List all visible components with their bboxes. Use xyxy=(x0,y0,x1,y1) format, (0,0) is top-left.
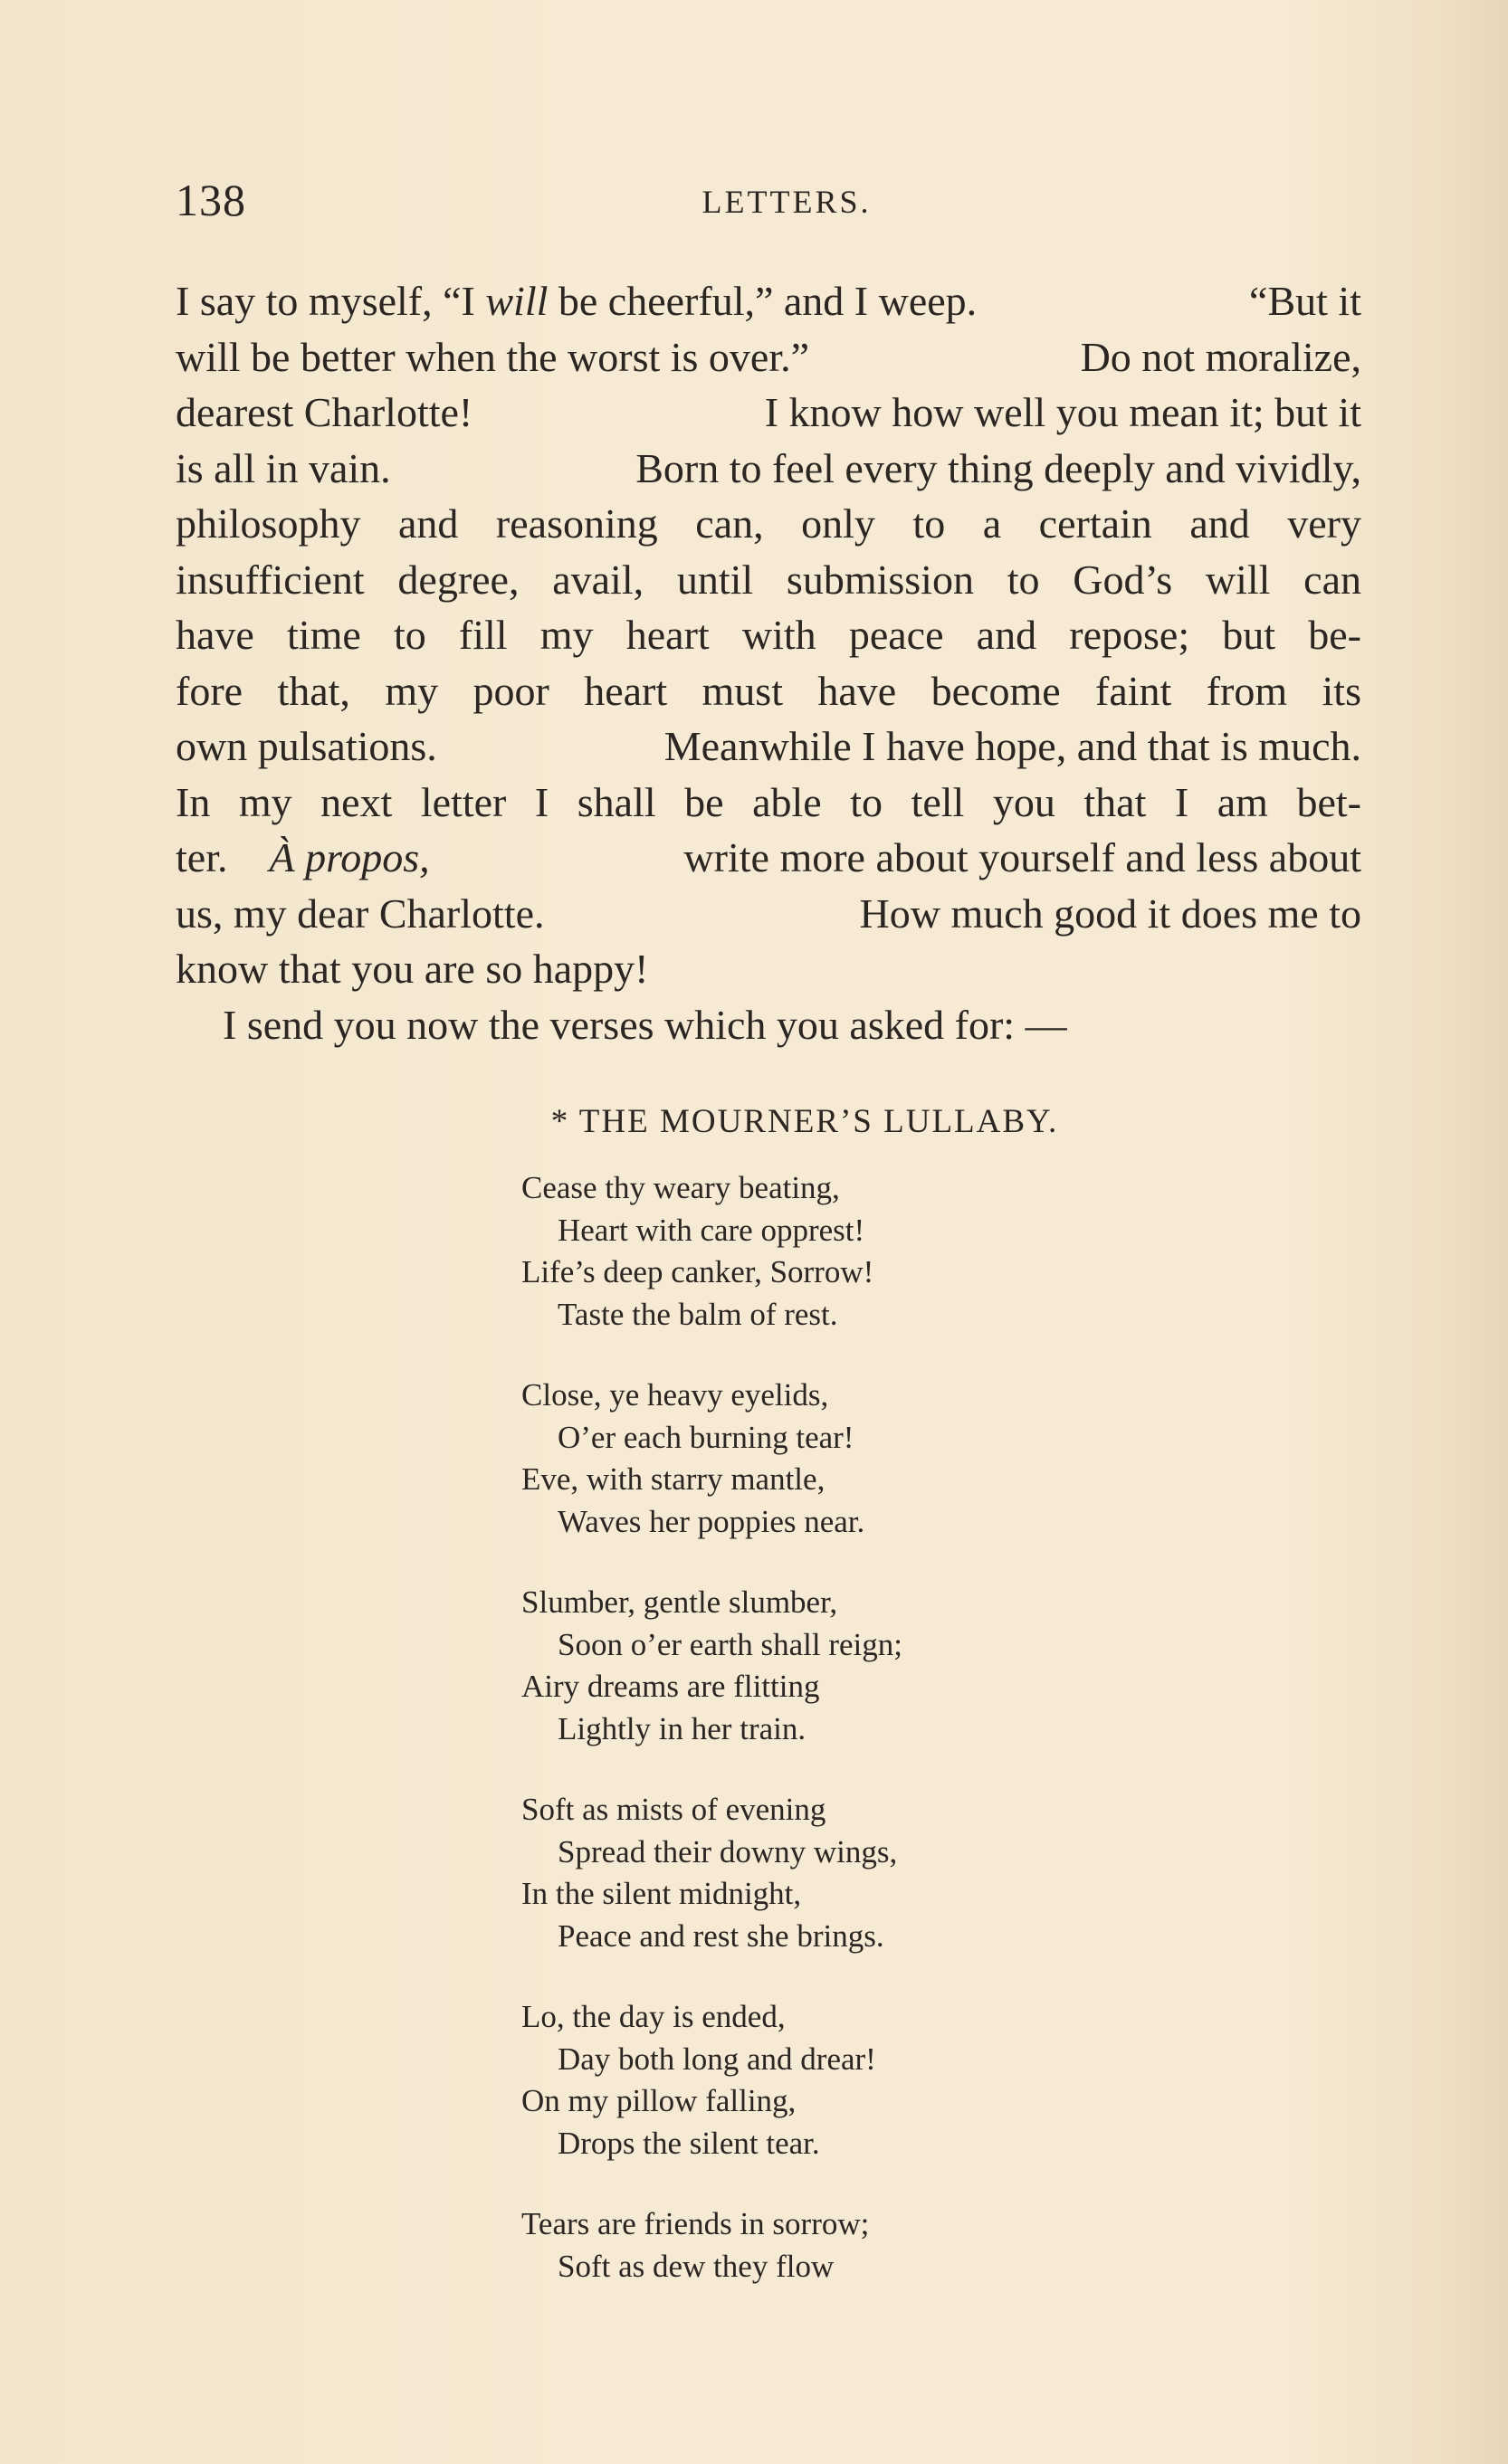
poem-line: On my pillow falling, xyxy=(521,2083,797,2118)
text-segment: fore that, my poor heart must have become faint from its xyxy=(176,667,1361,714)
poem-stanza xyxy=(521,1582,902,1750)
text-line xyxy=(176,385,1361,441)
text-segment: is all in vain. xyxy=(176,444,391,491)
poem-line: O’er each burning tear! xyxy=(558,1419,854,1455)
poem-line: Soon o’er earth shall reign; xyxy=(558,1626,903,1662)
poem-line: Tears are friends in sorrow; xyxy=(521,2206,870,2241)
text-segment: have time to fill my heart with peace and repose; but be- xyxy=(176,612,1361,658)
poem-line: Life’s deep canker, Sorrow! xyxy=(521,1254,874,1289)
text-line xyxy=(176,441,1361,497)
text-line xyxy=(176,496,1361,552)
text-line xyxy=(176,663,1361,719)
poem-line: Close, ye heavy eyelids, xyxy=(521,1377,829,1413)
poem-line: Spread their downy wings, xyxy=(558,1833,898,1869)
text-segment: insufficient degree, avail, until submission to God’s will can xyxy=(176,556,1361,603)
text-segment: Meanwhile I have hope, and that is much. xyxy=(663,723,1361,769)
poem-stanza xyxy=(521,1375,902,1543)
poem-line: Drops the silent tear. xyxy=(558,2125,820,2161)
letter-text xyxy=(176,273,1361,1052)
text-segment: us, my dear Charlotte. xyxy=(176,890,545,937)
text-segment: I say to myself, “I will be cheerful,” and I weep. xyxy=(176,278,978,324)
text-segment: I know how well you mean it; but it xyxy=(764,389,1361,435)
poem-line: Slumber, gentle slumber, xyxy=(521,1584,838,1620)
text-line xyxy=(176,552,1361,608)
poem-stanza xyxy=(521,2203,902,2288)
text-segment: write more about yourself and less about xyxy=(683,834,1361,880)
text-segment: will be better when the worst is over.” xyxy=(176,333,810,380)
page-header xyxy=(176,174,1361,228)
text-line xyxy=(176,941,1361,997)
text-line xyxy=(176,997,1361,1053)
text-segment: In my next letter I shall be able to tell you that I am bet- xyxy=(176,778,1361,825)
text-line xyxy=(176,329,1361,385)
text-segment: ter. À propos, xyxy=(176,834,430,880)
page-number: 138 xyxy=(176,175,246,225)
poem-line: Soft as dew they flow xyxy=(558,2248,835,2284)
poem-line: Airy dreams are flitting xyxy=(521,1669,820,1704)
poem-line: Heart with care opprest! xyxy=(558,1212,865,1248)
text-line xyxy=(176,273,1361,329)
emphasis: À propos, xyxy=(269,834,430,880)
text-line xyxy=(176,775,1361,831)
emphasis: will xyxy=(485,278,549,324)
poem-stanza xyxy=(521,1789,902,1957)
poem-line: Soft as mists of evening xyxy=(521,1792,826,1827)
poem-line: Day both long and drear! xyxy=(558,2041,876,2077)
text-segment: philosophy and reasoning can, only to a certain and very xyxy=(176,500,1361,547)
poem-line: In the silent midnight, xyxy=(521,1876,802,1911)
text-line xyxy=(176,718,1361,775)
text-line xyxy=(176,886,1361,942)
poem-line: Waves her poppies near. xyxy=(558,1503,865,1539)
poem xyxy=(521,1167,902,2326)
poem-line: Cease thy weary beating, xyxy=(521,1170,840,1205)
text-segment: How much good it does me to xyxy=(859,890,1361,937)
text-segment: I send you now the verses which you asked for: — xyxy=(223,1001,1067,1048)
text-segment: “But it xyxy=(1249,278,1361,324)
text-line xyxy=(176,607,1361,663)
poem-title: * THE MOURNER’S LULLABY. xyxy=(550,1103,1059,1140)
poem-line: Lo, the day is ended, xyxy=(521,1999,786,2034)
running-head: LETTERS. xyxy=(702,184,872,220)
poem-line: Eve, with starry mantle, xyxy=(521,1461,826,1497)
poem-line: Peace and rest she brings. xyxy=(558,1917,884,1954)
poem-line: Lightly in her train. xyxy=(558,1710,806,1746)
text-segment: dearest Charlotte! xyxy=(176,389,473,435)
poem-stanza xyxy=(521,1996,902,2164)
text-segment: know that you are so happy! xyxy=(176,946,649,992)
text-segment: own pulsations. xyxy=(176,723,437,769)
poem-line: Taste the balm of rest. xyxy=(558,1296,838,1332)
text-segment: Born to feel every thing deeply and vividly, xyxy=(635,444,1361,491)
poem-stanza xyxy=(521,1167,902,1336)
text-segment: Do not moralize, xyxy=(1080,333,1361,380)
text-line xyxy=(176,830,1361,886)
